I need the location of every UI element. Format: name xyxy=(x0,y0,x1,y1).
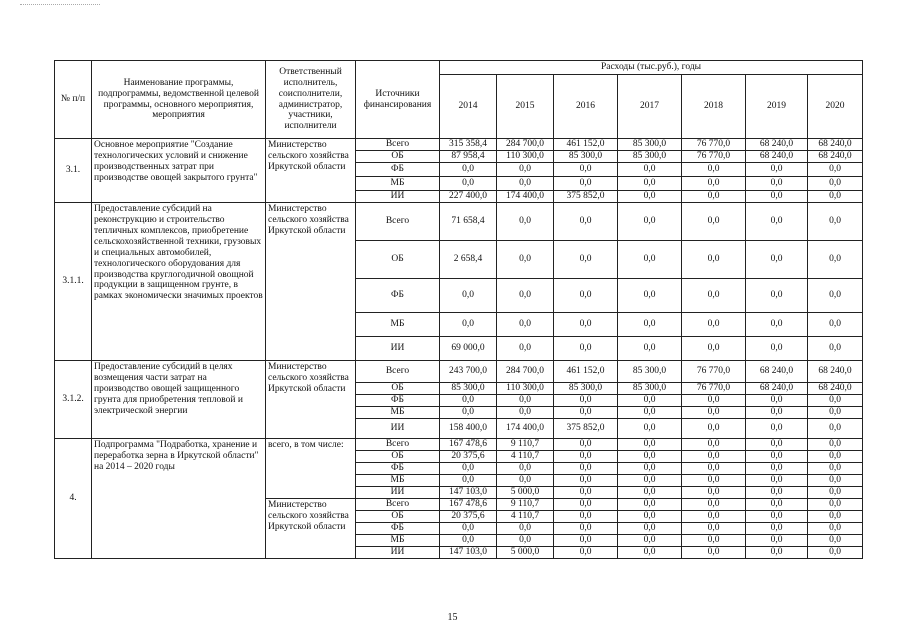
amount-cell: 0,0 xyxy=(440,407,497,419)
amount-cell: 0,0 xyxy=(746,279,808,313)
amount-cell: 0,0 xyxy=(808,407,863,419)
amount-cell: 76 770,0 xyxy=(682,139,746,151)
amount-cell: 85 300,0 xyxy=(440,383,497,395)
amount-cell: 0,0 xyxy=(808,163,863,177)
amount-cell: 227 400,0 xyxy=(440,191,497,203)
table-row xyxy=(55,361,863,383)
amount-cell: 0,0 xyxy=(440,163,497,177)
funding-source: ИИ xyxy=(356,191,440,203)
amount-cell: 0,0 xyxy=(746,203,808,241)
amount-cell: 4 110,7 xyxy=(497,511,554,523)
funding-source: Всего xyxy=(356,361,440,383)
amount-cell: 158 400,0 xyxy=(440,419,497,439)
amount-cell: 5 000,0 xyxy=(497,487,554,499)
amount-cell: 0,0 xyxy=(618,177,682,191)
amount-cell: 0,0 xyxy=(682,547,746,559)
scan-artifact xyxy=(20,4,100,6)
amount-cell: 0,0 xyxy=(808,487,863,499)
funding-source: Всего xyxy=(356,499,440,511)
amount-cell: 5 000,0 xyxy=(497,547,554,559)
amount-cell: 85 300,0 xyxy=(618,139,682,151)
funding-source: Всего xyxy=(356,139,440,151)
header-index: № п/п xyxy=(55,61,92,139)
amount-cell: 0,0 xyxy=(497,395,554,407)
amount-cell: 0,0 xyxy=(808,419,863,439)
amount-cell: 375 852,0 xyxy=(554,419,618,439)
amount-cell: 0,0 xyxy=(440,475,497,487)
amount-cell: 0,0 xyxy=(808,439,863,451)
amount-cell: 0,0 xyxy=(554,395,618,407)
header-year: 2015 xyxy=(497,75,554,139)
amount-cell: 0,0 xyxy=(746,337,808,361)
amount-cell: 0,0 xyxy=(808,475,863,487)
amount-cell: 0,0 xyxy=(554,279,618,313)
amount-cell: 0,0 xyxy=(682,337,746,361)
amount-cell: 0,0 xyxy=(618,163,682,177)
amount-cell: 0,0 xyxy=(682,535,746,547)
amount-cell: 0,0 xyxy=(618,407,682,419)
funding-source: ОБ xyxy=(356,511,440,523)
amount-cell: 0,0 xyxy=(554,463,618,475)
program-name: Предоставление субсидий в целях возмещения части затрат на производство овощей защищенного грунта для приобретения тепловой и электрической энергии xyxy=(92,361,266,439)
amount-cell: 0,0 xyxy=(554,511,618,523)
amount-cell: 0,0 xyxy=(746,511,808,523)
amount-cell: 85 300,0 xyxy=(618,361,682,383)
header-year: 2019 xyxy=(746,75,808,139)
amount-cell: 85 300,0 xyxy=(554,383,618,395)
amount-cell: 147 103,0 xyxy=(440,547,497,559)
amount-cell: 0,0 xyxy=(808,279,863,313)
amount-cell: 110 300,0 xyxy=(497,383,554,395)
amount-cell: 0,0 xyxy=(440,395,497,407)
amount-cell: 0,0 xyxy=(746,439,808,451)
amount-cell: 0,0 xyxy=(682,279,746,313)
amount-cell: 0,0 xyxy=(440,177,497,191)
amount-cell: 0,0 xyxy=(682,475,746,487)
amount-cell: 0,0 xyxy=(618,475,682,487)
executor: Министерство сельского хозяйства Иркутской области xyxy=(266,139,356,203)
executor: Министерство сельского хозяйства Иркутской области xyxy=(266,361,356,439)
amount-cell: 0,0 xyxy=(682,487,746,499)
amount-cell: 243 700,0 xyxy=(440,361,497,383)
amount-cell: 0,0 xyxy=(808,203,863,241)
amount-cell: 68 240,0 xyxy=(808,383,863,395)
amount-cell: 0,0 xyxy=(554,487,618,499)
amount-cell: 0,0 xyxy=(746,313,808,337)
amount-cell: 0,0 xyxy=(440,535,497,547)
amount-cell: 0,0 xyxy=(554,499,618,511)
amount-cell: 85 300,0 xyxy=(618,151,682,163)
amount-cell: 315 358,4 xyxy=(440,139,497,151)
amount-cell: 461 152,0 xyxy=(554,139,618,151)
amount-cell: 0,0 xyxy=(554,313,618,337)
amount-cell: 87 958,4 xyxy=(440,151,497,163)
amount-cell: 0,0 xyxy=(746,191,808,203)
amount-cell: 0,0 xyxy=(618,279,682,313)
amount-cell: 0,0 xyxy=(618,547,682,559)
amount-cell: 0,0 xyxy=(746,523,808,535)
amount-cell: 375 852,0 xyxy=(554,191,618,203)
amount-cell: 68 240,0 xyxy=(746,139,808,151)
amount-cell: 0,0 xyxy=(746,463,808,475)
funding-source: ФБ xyxy=(356,395,440,407)
header-name: Наименование программы, подпрограммы, ведомственной целевой программы, основного мероприятия, мероприятия xyxy=(92,61,266,139)
amount-cell: 0,0 xyxy=(618,241,682,279)
amount-cell: 0,0 xyxy=(618,419,682,439)
program-name: Подпрограмма "Подработка, хранение и переработка зерна в Иркутской области" на 2014 – 2020 годы xyxy=(92,439,266,559)
amount-cell: 20 375,6 xyxy=(440,511,497,523)
table-body xyxy=(55,139,863,559)
amount-cell: 0,0 xyxy=(497,407,554,419)
header-year: 2018 xyxy=(682,75,746,139)
amount-cell: 9 110,7 xyxy=(497,439,554,451)
amount-cell: 0,0 xyxy=(554,337,618,361)
funding-source: ОБ xyxy=(356,151,440,163)
amount-cell: 284 700,0 xyxy=(497,139,554,151)
amount-cell: 85 300,0 xyxy=(618,383,682,395)
header-expenses: Расходы (тыс.руб.), годы xyxy=(440,61,863,75)
amount-cell: 0,0 xyxy=(440,279,497,313)
amount-cell: 0,0 xyxy=(682,191,746,203)
amount-cell: 76 770,0 xyxy=(682,361,746,383)
executor: Министерство сельского хозяйства Иркутской области xyxy=(266,499,356,559)
amount-cell: 0,0 xyxy=(682,203,746,241)
amount-cell: 0,0 xyxy=(554,203,618,241)
amount-cell: 0,0 xyxy=(746,487,808,499)
amount-cell: 0,0 xyxy=(808,511,863,523)
amount-cell: 0,0 xyxy=(682,439,746,451)
amount-cell: 85 300,0 xyxy=(554,151,618,163)
program-name: Основное мероприятие "Создание технологических условий и снижение производственных затрат при производстве овощей закрытого грунта" xyxy=(92,139,266,203)
amount-cell: 0,0 xyxy=(554,475,618,487)
amount-cell: 0,0 xyxy=(440,313,497,337)
amount-cell: 0,0 xyxy=(554,439,618,451)
amount-cell: 68 240,0 xyxy=(746,151,808,163)
amount-cell: 0,0 xyxy=(682,177,746,191)
table-row xyxy=(55,439,863,451)
table-row xyxy=(55,203,863,241)
table-row xyxy=(55,139,863,151)
amount-cell: 71 658,4 xyxy=(440,203,497,241)
funding-source: ФБ xyxy=(356,523,440,535)
amount-cell: 0,0 xyxy=(554,451,618,463)
funding-source: ФБ xyxy=(356,463,440,475)
amount-cell: 0,0 xyxy=(808,463,863,475)
budget-table xyxy=(54,60,863,559)
amount-cell: 0,0 xyxy=(808,547,863,559)
amount-cell: 0,0 xyxy=(618,463,682,475)
amount-cell: 0,0 xyxy=(808,177,863,191)
amount-cell: 0,0 xyxy=(497,535,554,547)
amount-cell: 0,0 xyxy=(497,203,554,241)
amount-cell: 0,0 xyxy=(746,163,808,177)
amount-cell: 0,0 xyxy=(746,241,808,279)
header-year: 2016 xyxy=(554,75,618,139)
amount-cell: 0,0 xyxy=(554,407,618,419)
amount-cell: 0,0 xyxy=(554,523,618,535)
amount-cell: 0,0 xyxy=(808,313,863,337)
amount-cell: 0,0 xyxy=(497,523,554,535)
funding-source: ФБ xyxy=(356,279,440,313)
funding-source: Всего xyxy=(356,439,440,451)
executor: Министерство сельского хозяйства Иркутской области xyxy=(266,203,356,361)
funding-source: МБ xyxy=(356,313,440,337)
amount-cell: 0,0 xyxy=(682,241,746,279)
amount-cell: 0,0 xyxy=(746,419,808,439)
amount-cell: 0,0 xyxy=(808,499,863,511)
amount-cell: 174 400,0 xyxy=(497,191,554,203)
amount-cell: 284 700,0 xyxy=(497,361,554,383)
amount-cell: 0,0 xyxy=(618,395,682,407)
amount-cell: 0,0 xyxy=(682,407,746,419)
amount-cell: 0,0 xyxy=(618,511,682,523)
amount-cell: 0,0 xyxy=(497,163,554,177)
amount-cell: 69 000,0 xyxy=(440,337,497,361)
amount-cell: 0,0 xyxy=(808,191,863,203)
amount-cell: 0,0 xyxy=(682,313,746,337)
amount-cell: 0,0 xyxy=(497,463,554,475)
amount-cell: 147 103,0 xyxy=(440,487,497,499)
amount-cell: 0,0 xyxy=(682,463,746,475)
amount-cell: 0,0 xyxy=(746,177,808,191)
amount-cell: 68 240,0 xyxy=(808,361,863,383)
amount-cell: 4 110,7 xyxy=(497,451,554,463)
amount-cell: 0,0 xyxy=(682,523,746,535)
amount-cell: 0,0 xyxy=(682,163,746,177)
amount-cell: 0,0 xyxy=(497,313,554,337)
program-name: Предоставление субсидий на реконструкцию и строительство тепличных комплексов, приобретение сельскохозяйственной техники, грузовых и специальных автомобилей, технологического оборудования для производства круглогодичной овощной продукции в защищенном грунте, в рамках экономически значимых проектов xyxy=(92,203,266,361)
amount-cell: 0,0 xyxy=(618,337,682,361)
funding-source: ОБ xyxy=(356,383,440,395)
amount-cell: 0,0 xyxy=(746,451,808,463)
amount-cell: 0,0 xyxy=(497,177,554,191)
amount-cell: 76 770,0 xyxy=(682,383,746,395)
amount-cell: 0,0 xyxy=(808,337,863,361)
amount-cell: 68 240,0 xyxy=(808,139,863,151)
amount-cell: 9 110,7 xyxy=(497,499,554,511)
amount-cell: 0,0 xyxy=(618,499,682,511)
funding-source: ФБ xyxy=(356,163,440,177)
amount-cell: 68 240,0 xyxy=(808,151,863,163)
amount-cell: 68 240,0 xyxy=(746,383,808,395)
amount-cell: 0,0 xyxy=(554,177,618,191)
funding-source: ИИ xyxy=(356,419,440,439)
funding-source: ИИ xyxy=(356,337,440,361)
amount-cell: 0,0 xyxy=(440,463,497,475)
header-source: Источники финансирования xyxy=(356,61,440,139)
funding-source: ОБ xyxy=(356,241,440,279)
amount-cell: 20 375,6 xyxy=(440,451,497,463)
amount-cell: 68 240,0 xyxy=(746,361,808,383)
amount-cell: 0,0 xyxy=(682,395,746,407)
amount-cell: 0,0 xyxy=(554,535,618,547)
funding-source: МБ xyxy=(356,535,440,547)
row-index: 3.1.2. xyxy=(55,361,92,439)
funding-source: ИИ xyxy=(356,487,440,499)
amount-cell: 167 478,6 xyxy=(440,499,497,511)
amount-cell: 0,0 xyxy=(682,419,746,439)
amount-cell: 0,0 xyxy=(497,241,554,279)
amount-cell: 0,0 xyxy=(808,523,863,535)
amount-cell: 0,0 xyxy=(497,475,554,487)
amount-cell: 0,0 xyxy=(808,451,863,463)
row-index: 4. xyxy=(55,439,92,559)
amount-cell: 0,0 xyxy=(746,395,808,407)
funding-source: Всего xyxy=(356,203,440,241)
amount-cell: 0,0 xyxy=(440,523,497,535)
amount-cell: 167 478,6 xyxy=(440,439,497,451)
header-year: 2020 xyxy=(808,75,863,139)
header-executor: Ответственный исполнитель, соисполнители, администратор, участники, исполнители xyxy=(266,61,356,139)
amount-cell: 0,0 xyxy=(808,241,863,279)
amount-cell: 76 770,0 xyxy=(682,151,746,163)
amount-cell: 461 152,0 xyxy=(554,361,618,383)
amount-cell: 0,0 xyxy=(618,313,682,337)
executor: всего, в том числе: xyxy=(266,439,356,499)
funding-source: МБ xyxy=(356,407,440,419)
amount-cell: 0,0 xyxy=(746,547,808,559)
header-year: 2014 xyxy=(440,75,497,139)
header-row xyxy=(55,61,863,75)
amount-cell: 0,0 xyxy=(497,337,554,361)
amount-cell: 0,0 xyxy=(618,487,682,499)
amount-cell: 0,0 xyxy=(618,203,682,241)
amount-cell: 174 400,0 xyxy=(497,419,554,439)
row-index: 3.1.1. xyxy=(55,203,92,361)
amount-cell: 0,0 xyxy=(618,451,682,463)
header-year: 2017 xyxy=(618,75,682,139)
row-index: 3.1. xyxy=(55,139,92,203)
amount-cell: 0,0 xyxy=(554,241,618,279)
amount-cell: 0,0 xyxy=(746,499,808,511)
amount-cell: 0,0 xyxy=(497,279,554,313)
amount-cell: 0,0 xyxy=(554,547,618,559)
amount-cell: 0,0 xyxy=(746,475,808,487)
amount-cell: 0,0 xyxy=(808,395,863,407)
amount-cell: 0,0 xyxy=(746,535,808,547)
amount-cell: 0,0 xyxy=(618,523,682,535)
amount-cell: 0,0 xyxy=(554,163,618,177)
amount-cell: 0,0 xyxy=(746,407,808,419)
page-number: 15 xyxy=(447,612,458,623)
funding-source: МБ xyxy=(356,177,440,191)
amount-cell: 0,0 xyxy=(618,535,682,547)
amount-cell: 110 300,0 xyxy=(497,151,554,163)
amount-cell: 0,0 xyxy=(618,439,682,451)
funding-source: ИИ xyxy=(356,547,440,559)
amount-cell: 0,0 xyxy=(682,511,746,523)
amount-cell: 0,0 xyxy=(618,191,682,203)
amount-cell: 0,0 xyxy=(682,451,746,463)
amount-cell: 2 658,4 xyxy=(440,241,497,279)
funding-source: ОБ xyxy=(356,451,440,463)
funding-source: МБ xyxy=(356,475,440,487)
amount-cell: 0,0 xyxy=(682,499,746,511)
amount-cell: 0,0 xyxy=(808,535,863,547)
